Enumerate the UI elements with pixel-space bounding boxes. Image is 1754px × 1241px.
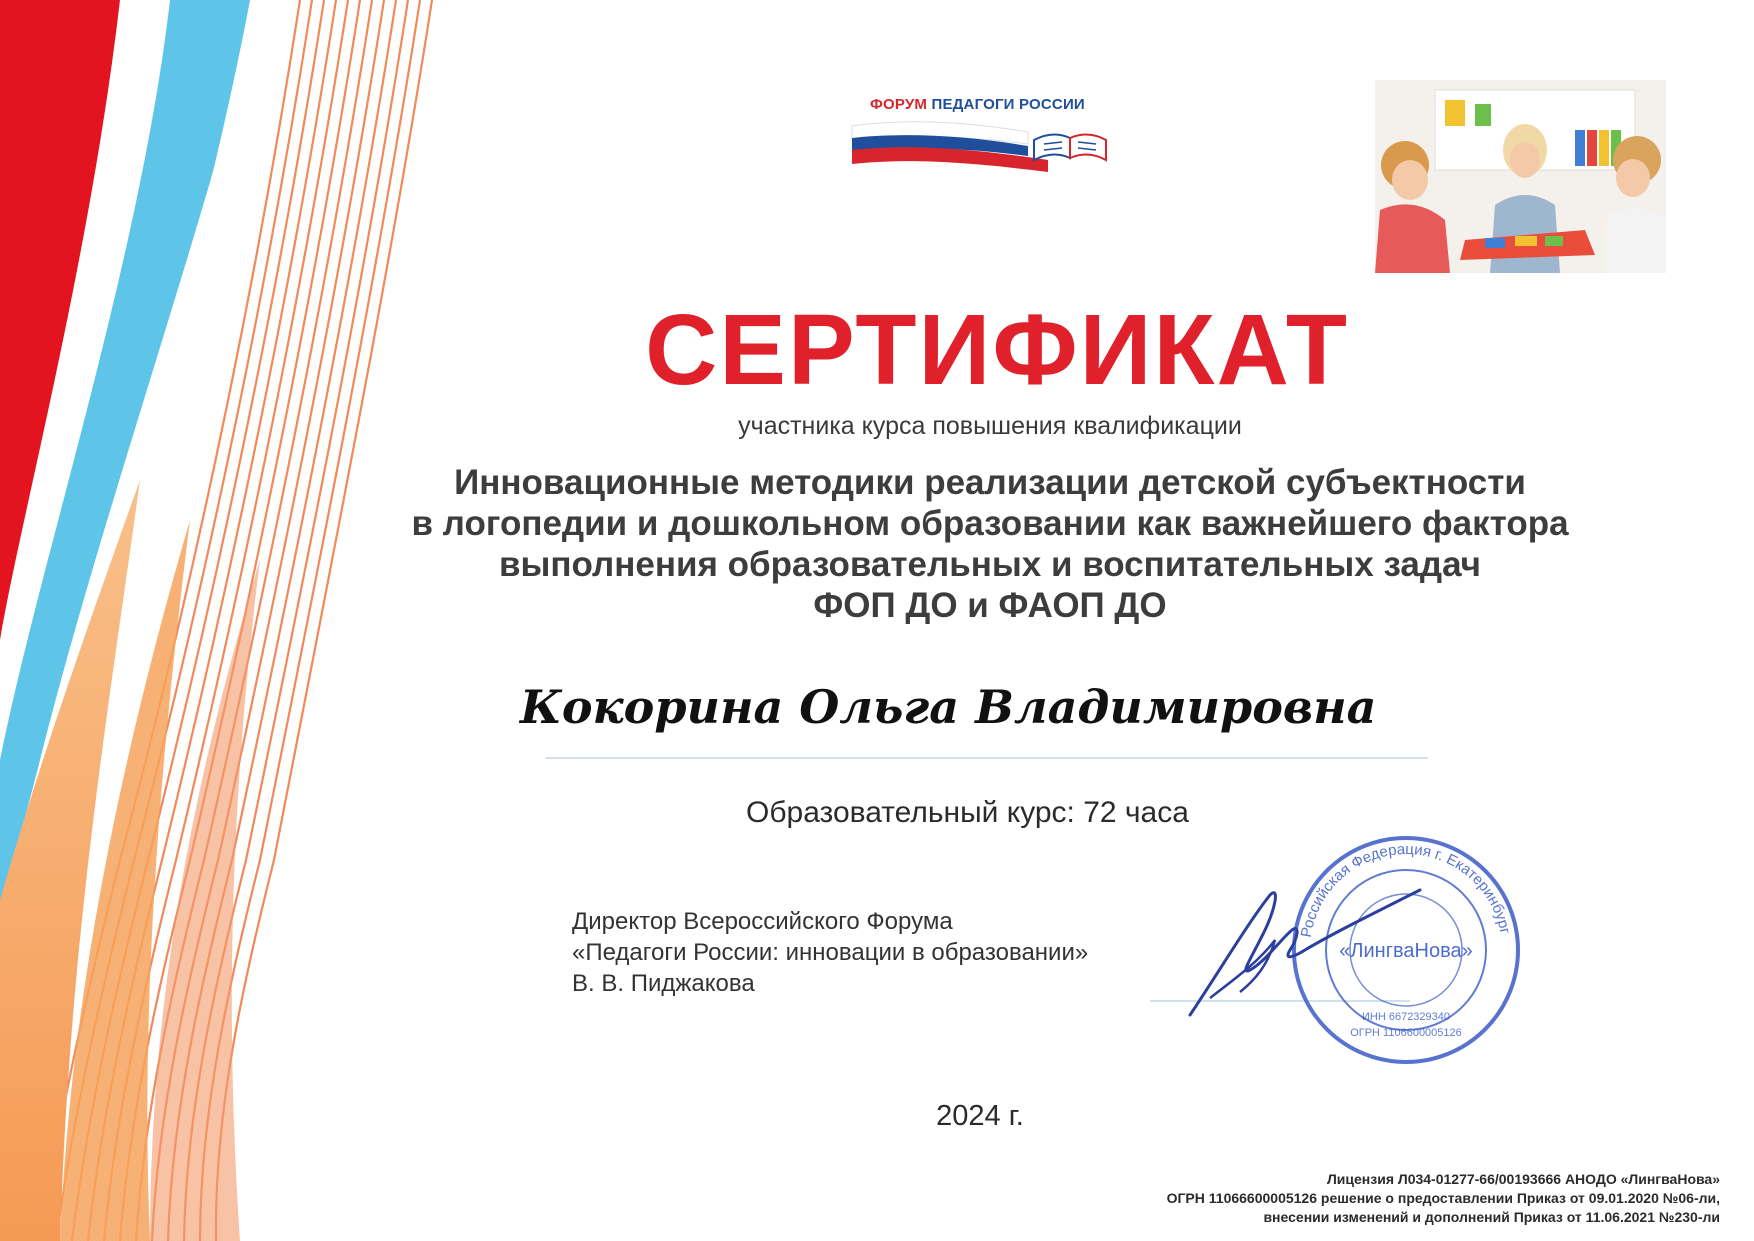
- director-forum: «Педагоги России: инновации в образовании»: [572, 939, 1089, 966]
- stamp-inn: ИНН 6672329340: [1361, 1011, 1451, 1023]
- license-line: внесении изменений и дополнений Приказ от 11.06.2021 №230-ли: [1263, 1209, 1720, 1225]
- teacher-children-photo: [1375, 80, 1666, 273]
- license-info: [1167, 1170, 1720, 1227]
- certificate-title: СЕРТИФИКАТ: [645, 294, 1349, 406]
- course-line: выполнения образовательных и воспитательных задач: [498, 545, 1482, 584]
- forum-logo: [848, 92, 1124, 178]
- logo-text: [870, 96, 1085, 113]
- course-line: ФОП ДО и ФАОП ДО: [813, 586, 1167, 625]
- course-hours: Образовательный курс: 72 часа: [746, 796, 1189, 829]
- name-underline: [546, 757, 1428, 759]
- license-line: ОГРН 11066600005126 решение о предоставлении Приказ от 09.01.2020 №06-ли,: [1166, 1190, 1720, 1206]
- course-line: Инновационные методики реализации детской субъектности: [454, 463, 1526, 502]
- certificate-subtitle: участника курса повышения квалификации: [738, 412, 1242, 440]
- recipient-name: Кокорина Ольга Владимировна: [520, 680, 1377, 734]
- certificate-year: 2024 г.: [936, 1100, 1024, 1132]
- stamp-outer-text: Российская Федерация г. Екатеринбург: [1297, 840, 1514, 939]
- logo-word-pedagogi: ПЕДАГОГИ РОССИИ: [931, 96, 1085, 113]
- license-line: Лицензия Л034-01277-66/00193666 АНОДО «ЛингваНова»: [1326, 1171, 1720, 1187]
- course-line: в логопедии и дошкольном образовании как важнейшего фактора: [411, 504, 1569, 543]
- director-title: Директор Всероссийского Форума: [572, 908, 953, 935]
- course-title: [340, 462, 1640, 626]
- signature: [1180, 880, 1440, 1020]
- director-block: [572, 906, 1088, 999]
- logo-word-forum: ФОРУМ: [870, 96, 928, 113]
- director-name: В. В. Пиджакова: [572, 970, 755, 997]
- stamp-center-text: «ЛингваНова»: [1339, 940, 1473, 962]
- stamp-ogrn: ОГРН 1106600005126: [1350, 1027, 1462, 1039]
